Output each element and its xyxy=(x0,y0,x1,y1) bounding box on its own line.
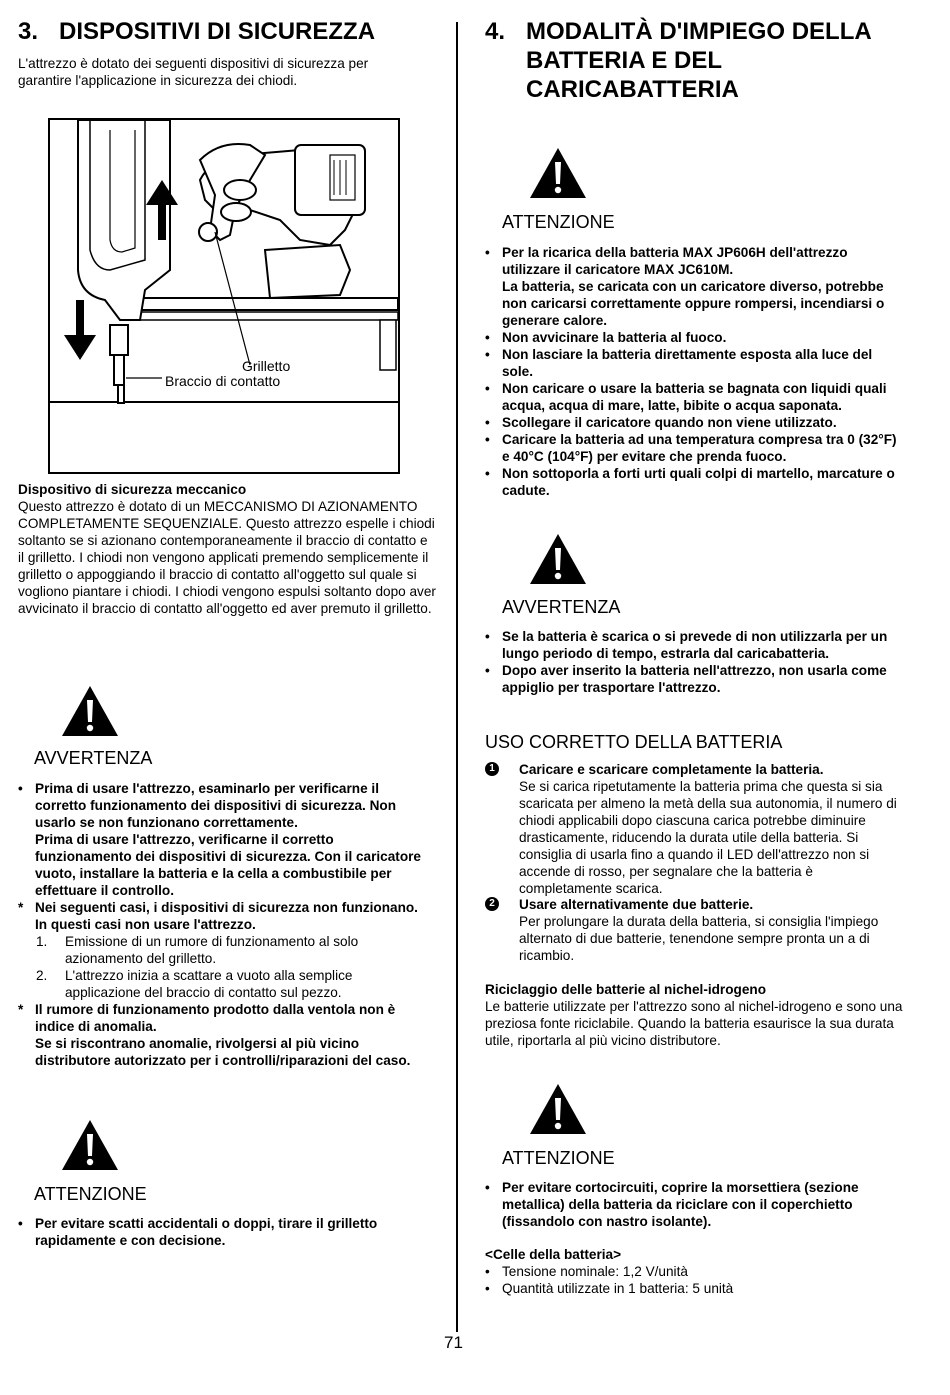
list-item xyxy=(485,329,903,346)
list-item xyxy=(485,1263,903,1280)
nailer-illustration xyxy=(48,118,400,474)
list-item-text: Per evitare scatti accidentali o doppi, tirare il grilletto rapidamente e con decisione. xyxy=(35,1216,378,1248)
cells-list xyxy=(485,1263,903,1297)
right-caution2-list xyxy=(485,1179,903,1230)
list-item-text: Non lasciare la batteria direttamente esposta alla luce del sole. xyxy=(502,347,873,379)
contact-arm-label: Braccio di contatto xyxy=(165,373,281,389)
list-item xyxy=(485,380,903,414)
caution-signal-word: ATTENZIONE xyxy=(34,1184,147,1204)
sub-list-item xyxy=(35,933,428,967)
usage-item-body: Se si carica ripetutamente la batteria prima che questa si sia scaricata per almeno la metà della sua autonomia, il numero di chiodi applicabili dopo ciascuna carica potrebbe diminuire drasticamente, riducendo la durata utile della batteria. Si consiglia di usarla fino a quando il LED dell'attrezzo non si accende di rosso, per segnalare che la batteria è completamente scarica. xyxy=(519,779,897,896)
list-item xyxy=(18,780,428,899)
bullet-marker: • xyxy=(485,663,490,678)
bullet-marker: • xyxy=(485,381,490,396)
usage-item-2 xyxy=(485,896,903,964)
bullet-marker: • xyxy=(485,245,490,260)
sub-list-text: L'attrezzo inizia a scattare a vuoto alla semplice applicazione del braccio di contatto sul pezzo. xyxy=(65,968,353,1000)
caution-signal-word: ATTENZIONE xyxy=(502,1148,615,1168)
sub-list-number: 1. xyxy=(36,934,48,949)
section-title-line3: CARICABATTERIA xyxy=(526,76,739,103)
bullet-marker: • xyxy=(485,1281,490,1296)
list-item-text: Non caricare o usare la batteria se bagnata con liquidi quali acqua, acqua di mare, latte, bibite o acqua saponata. xyxy=(502,381,887,413)
list-item-text: Caricare la batteria ad una temperatura compresa tra 0 (32°F) e 40°C (104°F) per evitare che prenda fuoco. xyxy=(502,432,897,464)
list-item-text: Non sottoporla a forti urti quali colpi di martello, marcature o cadute. xyxy=(502,466,895,498)
caution-triangle-icon xyxy=(528,146,588,200)
bullet-marker: • xyxy=(485,1180,490,1195)
section-number: 3. xyxy=(18,18,39,45)
list-item xyxy=(18,899,428,1001)
right-caution-list xyxy=(485,244,903,499)
list-item xyxy=(485,1179,903,1230)
sub-list-number: 2. xyxy=(36,968,48,983)
list-item xyxy=(485,431,903,465)
bullet-marker: • xyxy=(18,781,23,796)
bullet-marker: • xyxy=(485,1264,490,1279)
right-warning-list xyxy=(485,628,903,696)
list-item-text: Tensione nominale: 1,2 V/unità xyxy=(502,1264,688,1279)
section-title-line2: BATTERIA E DEL xyxy=(526,47,722,74)
section-title-line1: MODALITÀ D'IMPIEGO DELLA xyxy=(526,18,872,45)
bullet-marker: * xyxy=(18,1002,24,1017)
bullet-marker: • xyxy=(18,1216,23,1231)
page-number: 71 xyxy=(444,1333,463,1352)
usage-heading: USO CORRETTO DELLA BATTERIA xyxy=(485,732,783,752)
left-warning-list xyxy=(18,780,428,1069)
usage-item-1 xyxy=(485,761,903,897)
sub-list xyxy=(35,933,428,1001)
usage-item-body: Per prolungare la durata della batteria, si consiglia l'impiego alternato di due batterie, tenendone sempre pronta un a di ricambio. xyxy=(519,914,879,963)
warning-triangle-icon xyxy=(60,684,120,738)
list-item xyxy=(18,1001,428,1069)
list-item-text: Quantità utilizzate in 1 batteria: 5 unità xyxy=(502,1281,734,1296)
bullet-marker: • xyxy=(485,330,490,345)
warning-signal-word: AVVERTENZA xyxy=(34,748,153,768)
bullet-marker: • xyxy=(485,466,490,481)
list-item xyxy=(485,1280,903,1297)
column-divider xyxy=(456,22,458,1332)
bullet-marker: • xyxy=(485,415,490,430)
intro-text: L'attrezzo è dotato dei seguenti dispositivi di sicurezza per garantire l'applicazione in sicurezza dei chiodi. xyxy=(18,56,369,88)
list-item xyxy=(485,414,903,431)
list-item xyxy=(485,628,903,662)
bullet-marker: • xyxy=(485,432,490,447)
list-item xyxy=(485,662,903,696)
list-item-text: Nei seguenti casi, i dispositivi di sicurezza non funzionano. In questi casi non usare l'attrezzo. xyxy=(35,900,418,932)
sub-list-item xyxy=(35,967,428,1001)
trigger-label: Grilletto xyxy=(242,358,291,374)
cells-title: <Celle della batteria> xyxy=(485,1247,622,1262)
list-item-text: Se la batteria è scarica o si prevede di non utilizzarla per un lungo periodo di tempo, estrarla dal caricabatteria. xyxy=(502,629,888,661)
warning-signal-word: AVVERTENZA xyxy=(502,597,621,617)
caution-signal-word: ATTENZIONE xyxy=(502,212,615,232)
list-item-text: Per evitare cortocircuiti, coprire la morsettiera (sezione metallica) della batteria da riciclare con il coperchietto (fissandolo con nastro isolante). xyxy=(502,1180,859,1229)
list-item-text: Scollegare il caricatore quando non viene utilizzato. xyxy=(502,415,837,430)
caution-triangle-icon xyxy=(60,1118,120,1172)
left-caution-list xyxy=(18,1215,428,1249)
usage-item-title: Caricare e scaricare completamente la batteria. xyxy=(519,762,824,777)
bullet-marker: • xyxy=(485,629,490,644)
recycle-body: Le batterie utilizzate per l'attrezzo sono al nichel-idrogeno e sono una preziosa fonte riciclabile. Quando la batteria esaurisce la sua durata utile, riportarla al più vicino distributore. xyxy=(485,999,903,1048)
mech-safety-title: Dispositivo di sicurezza meccanico xyxy=(18,482,247,497)
usage-item-title: Usare alternativamente due batterie. xyxy=(519,897,754,912)
bullet-marker: * xyxy=(18,900,24,915)
list-item-text: Prima di usare l'attrezzo, esaminarlo per verificarne il corretto funzionamento dei dispositivi di sicurezza. Non usarlo se non funzionano correttamente. Prima di usare l'attrezzo, verificarne il corretto funzionamento dei dispositivi di sicurezza. Con il caricatore vuoto, installare la batteria e la cella a combustibile per effettuare il controllo. xyxy=(35,781,421,898)
list-item xyxy=(485,244,903,329)
list-item-text: Non avvicinare la batteria al fuoco. xyxy=(502,330,727,345)
nailer-drawing xyxy=(50,120,398,472)
list-item xyxy=(485,346,903,380)
list-item xyxy=(485,465,903,499)
mech-safety-body: Questo attrezzo è dotato di un MECCANISMO DI AZIONAMENTO COMPLETAMENTE SEQUENZIALE. Questo attrezzo espelle i chiodi soltanto se si azionano contemporaneamente il braccio di contatto e il grilletto. I chiodi non vengono applicati premendo semplicemente il grilletto o appoggiando il braccio di contatto all'oggetto sul quale si vogliono piantare i chiodi. I chiodi vengono espulsi soltanto dopo aver avvicinato il braccio di contatto all'oggetto ed aver premuto il grilletto. xyxy=(18,499,436,616)
list-item-text: Il rumore di funzionamento prodotto dalla ventola non è indice di anomalia. Se si riscontrano anomalie, rivolgersi al più vicino distributore autorizzato per i controlli/riparazioni del caso. xyxy=(35,1002,411,1068)
caution-triangle-icon xyxy=(528,1082,588,1136)
number-badge: 2 xyxy=(485,897,499,911)
sub-list-text: Emissione di un rumore di funzionamento al solo azionamento del grilletto. xyxy=(65,934,359,966)
warning-triangle-icon xyxy=(528,532,588,586)
section-number: 4. xyxy=(485,18,506,45)
recycle-title: Riciclaggio delle batterie al nichel-idrogeno xyxy=(485,982,766,997)
list-item-text: Per la ricarica della batteria MAX JP606H dell'attrezzo utilizzare il caricatore MAX JC610M. La batteria, se caricata con un caricatore diverso, potrebbe non caricarsi correttamente oppure rompersi, incendiarsi o generare calore. xyxy=(502,245,885,328)
number-badge: 1 xyxy=(485,762,499,776)
section-title: DISPOSITIVI DI SICUREZZA xyxy=(59,18,376,45)
list-item-text: Dopo aver inserito la batteria nell'attrezzo, non usarla come appiglio per trasportare l'attrezzo. xyxy=(502,663,887,695)
bullet-marker: • xyxy=(485,347,490,362)
list-item xyxy=(18,1215,428,1249)
